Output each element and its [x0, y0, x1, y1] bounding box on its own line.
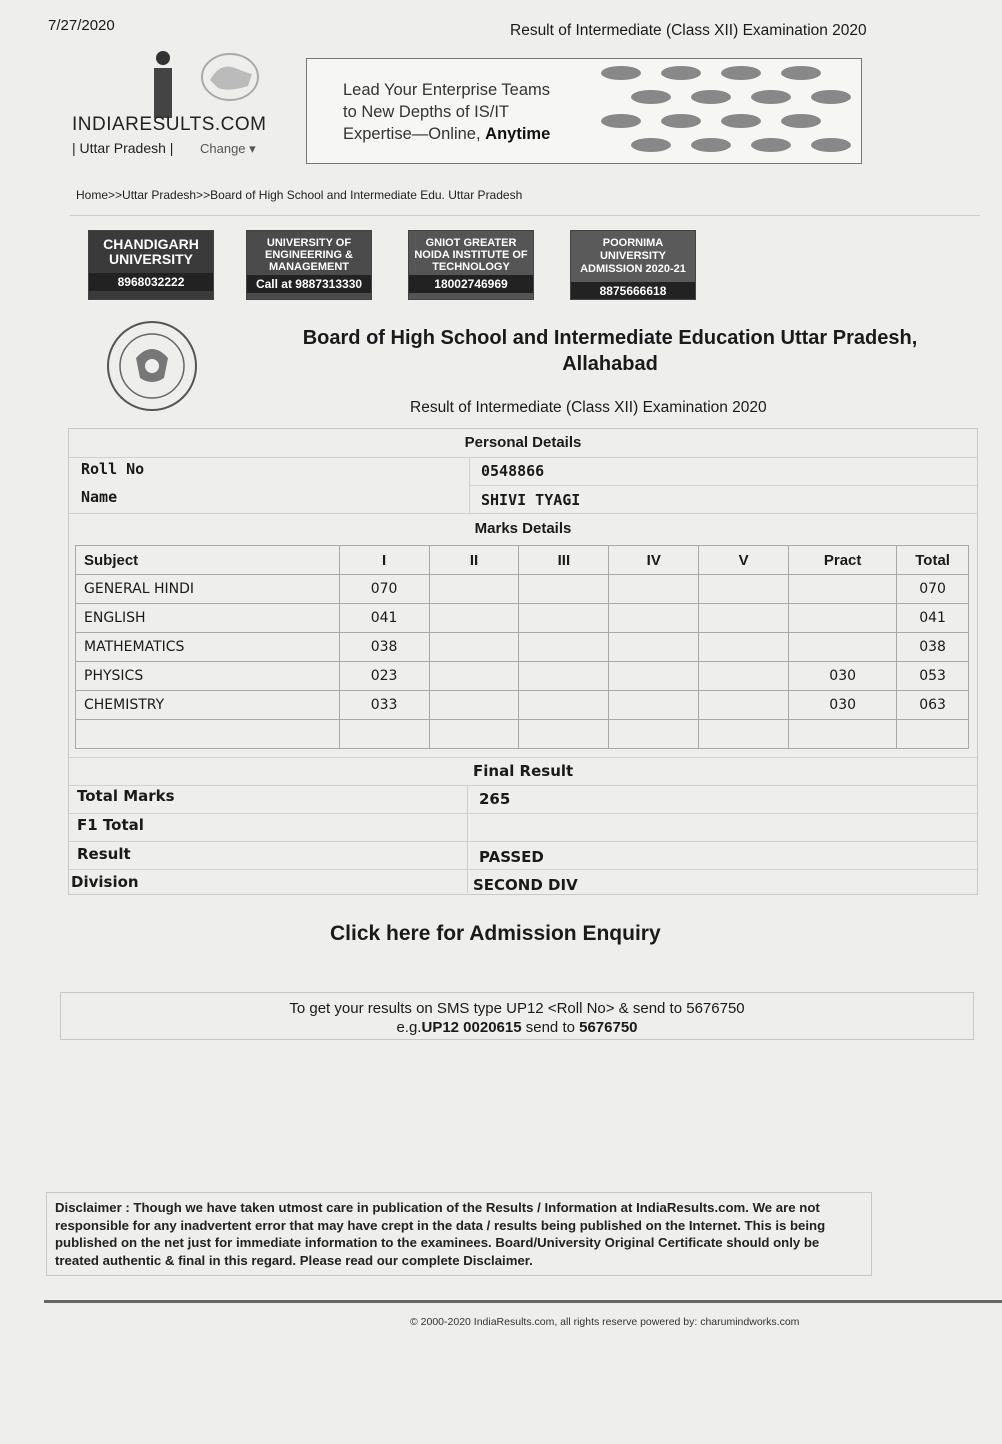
marks-row	[76, 633, 969, 662]
marks-cell	[609, 720, 699, 749]
marks-cell	[519, 662, 609, 691]
marks-cell	[699, 575, 789, 604]
change-state-link[interactable]: Change ▾	[200, 141, 256, 156]
divider	[70, 215, 980, 216]
sms-line-2	[61, 1018, 973, 1037]
marks-cell: 053	[897, 662, 969, 691]
column-header-total: Total	[897, 546, 969, 575]
marks-cell	[609, 691, 699, 720]
board-name-line-1: Board of High School and Intermediate Education Uttar Pradesh,	[302, 327, 918, 349]
total-marks-label: Total Marks	[77, 787, 175, 805]
marks-cell	[789, 604, 897, 633]
subject-cell: CHEMISTRY	[76, 691, 340, 720]
subject-cell: GENERAL HINDI	[76, 575, 340, 604]
ad-line-3-bold: Anytime	[485, 125, 551, 143]
ad-banner[interactable]	[306, 58, 862, 164]
sponsor-phone: Call at 9887313330	[247, 275, 371, 293]
disclaimer-link[interactable]: Disclaimer.	[463, 1252, 533, 1268]
ad-line-3-text: Expertise—Online,	[343, 125, 486, 143]
sponsor-gniot[interactable]	[408, 230, 534, 300]
marks-cell	[897, 720, 969, 749]
fish-school-icon	[581, 59, 861, 163]
marks-cell	[429, 604, 519, 633]
marks-cell	[609, 575, 699, 604]
sponsor-name: UNIVERSITY OF ENGINEERING & MANAGEMENT	[264, 237, 353, 273]
marks-cell	[789, 720, 897, 749]
marks-cell	[429, 662, 519, 691]
marks-cell: 041	[897, 604, 969, 633]
subject-cell: ENGLISH	[76, 604, 340, 633]
marks-cell: 063	[897, 691, 969, 720]
column-header-ii: II	[429, 546, 519, 575]
admission-enquiry-link[interactable]: Click here for Admission Enquiry	[330, 922, 661, 945]
final-result-heading: Final Result	[473, 762, 574, 780]
person-logo-icon	[148, 50, 178, 120]
marks-cell	[699, 720, 789, 749]
column-divider	[469, 457, 470, 513]
result-panel	[68, 428, 978, 895]
marks-cell: 030	[789, 662, 897, 691]
column-header-iv: IV	[609, 546, 699, 575]
marks-cell	[789, 633, 897, 662]
roll-no-label: Roll No	[81, 460, 145, 478]
marks-cell: 041	[339, 604, 429, 633]
disclaimer-box	[46, 1192, 872, 1276]
row-divider	[469, 485, 977, 486]
personal-details-heading: Personal Details	[464, 434, 582, 451]
sponsor-chandigarh-university[interactable]	[88, 230, 214, 300]
sms-info-box	[60, 992, 974, 1040]
marks-row	[76, 575, 969, 604]
row-divider	[69, 757, 977, 758]
sms-example-code: UP12 0020615	[421, 1019, 522, 1036]
name-label: Name	[81, 488, 118, 506]
division-value: SECOND DIV	[473, 876, 578, 894]
marks-details-heading: Marks Details	[474, 520, 572, 537]
marks-row	[76, 691, 969, 720]
marks-cell	[429, 575, 519, 604]
subject-cell: PHYSICS	[76, 662, 340, 691]
print-date: 7/27/2020	[48, 17, 115, 34]
ad-line-3	[343, 123, 550, 145]
column-header-v: V	[699, 546, 789, 575]
marks-cell: 030	[789, 691, 897, 720]
marks-cell	[429, 633, 519, 662]
marks-cell	[789, 575, 897, 604]
marks-cell: 033	[339, 691, 429, 720]
column-header-subject: Subject	[76, 546, 340, 575]
result-value: PASSED	[479, 848, 544, 866]
marks-cell: 038	[339, 633, 429, 662]
column-header-iii: III	[519, 546, 609, 575]
breadcrumb[interactable]: Home>>Uttar Pradesh>>Board of High School and Intermediate Edu. Uttar Pradesh	[76, 188, 523, 202]
marks-cell	[699, 604, 789, 633]
sms-line-1: To get your results on SMS type UP12 <Roll No> & send to 5676750	[289, 1000, 745, 1017]
marks-table	[75, 545, 969, 749]
row-divider	[69, 785, 977, 786]
column-header-i: I	[339, 546, 429, 575]
marks-cell	[429, 720, 519, 749]
marks-row	[76, 720, 969, 749]
row-divider	[69, 869, 977, 870]
ad-text	[343, 79, 550, 145]
column-divider	[467, 785, 468, 893]
exam-title: Result of Intermediate (Class XII) Examination 2020	[410, 399, 767, 416]
sponsor-name: POORNIMA UNIVERSITY ADMISSION 2020-21	[580, 237, 686, 275]
sponsor-name: GNIOT GREATER NOIDA INSTITUTE OF TECHNOLOGY	[414, 237, 528, 273]
sponsor-phone: 8968032222	[89, 273, 213, 291]
ad-line-2: to New Depths of IS/IT	[343, 103, 509, 121]
f1-total-label: F1 Total	[77, 816, 144, 834]
marks-cell	[519, 575, 609, 604]
marks-cell	[519, 691, 609, 720]
marks-cell: 070	[339, 575, 429, 604]
print-header-title: Result of Intermediate (Class XII) Examination 2020	[510, 22, 867, 39]
marks-cell	[519, 633, 609, 662]
marks-row	[76, 604, 969, 633]
name-value: SHIVI TYAGI	[481, 491, 581, 509]
sponsor-uem[interactable]	[246, 230, 372, 300]
marks-cell	[699, 633, 789, 662]
footer-divider	[44, 1300, 1002, 1303]
copyright-text: © 2000-2020 IndiaResults.com, all rights reserve powered by: charumindworks.com	[410, 1316, 800, 1328]
marks-cell	[609, 633, 699, 662]
column-header-pract: Pract	[789, 546, 897, 575]
result-label: Result	[77, 845, 131, 863]
sponsor-poornima[interactable]	[570, 230, 696, 300]
board-name-line-2: Allahabad	[562, 353, 658, 375]
row-divider	[69, 813, 977, 814]
ad-line-1: Lead Your Enterprise Teams	[343, 81, 550, 99]
sms-example-number: 5676750	[579, 1019, 638, 1036]
row-divider	[69, 513, 977, 514]
marks-cell: 070	[897, 575, 969, 604]
sponsor-phone: 8875666618	[571, 282, 695, 300]
sponsor-name: CHANDIGARH UNIVERSITY	[103, 236, 199, 267]
disclaimer-text: Disclaimer : Though we have taken utmost care in publication of the Results / Information at IndiaResults.com. We are not responsible for any inadvertent error that may have crept in the data / results being published on the Internet. This is being published on the net just for immediate information to the examinees. Board/University Original Certificate should only be treated authentic & final in this regard. Please read our complete	[55, 1200, 826, 1268]
marks-cell: 038	[897, 633, 969, 662]
row-divider	[69, 841, 977, 842]
up-government-seal-icon	[106, 320, 198, 412]
division-label: Division	[71, 873, 139, 891]
marks-cell	[609, 662, 699, 691]
roll-no-value: 0548866	[481, 462, 545, 480]
marks-cell	[699, 662, 789, 691]
marks-row	[76, 662, 969, 691]
logo-state-label: | Uttar Pradesh |	[72, 140, 174, 156]
sms-example-mid: send to	[521, 1019, 580, 1036]
marks-cell	[609, 604, 699, 633]
logo-brand-text: INDIARESULTS.COM	[72, 114, 267, 135]
marks-cell: 023	[339, 662, 429, 691]
uttar-pradesh-map-icon	[200, 52, 260, 102]
row-divider	[69, 457, 977, 458]
marks-header-row	[76, 546, 969, 575]
indiaresults-logo[interactable]	[60, 50, 290, 160]
sms-example-prefix: e.g.	[396, 1019, 422, 1036]
total-marks-value: 265	[479, 790, 511, 808]
marks-cell	[699, 691, 789, 720]
sponsor-phone: 18002746969	[409, 275, 533, 293]
marks-cell	[339, 720, 429, 749]
marks-cell	[519, 720, 609, 749]
marks-cell	[519, 604, 609, 633]
subject-cell	[76, 720, 340, 749]
subject-cell: MATHEMATICS	[76, 633, 340, 662]
board-name	[270, 325, 950, 377]
marks-cell	[429, 691, 519, 720]
